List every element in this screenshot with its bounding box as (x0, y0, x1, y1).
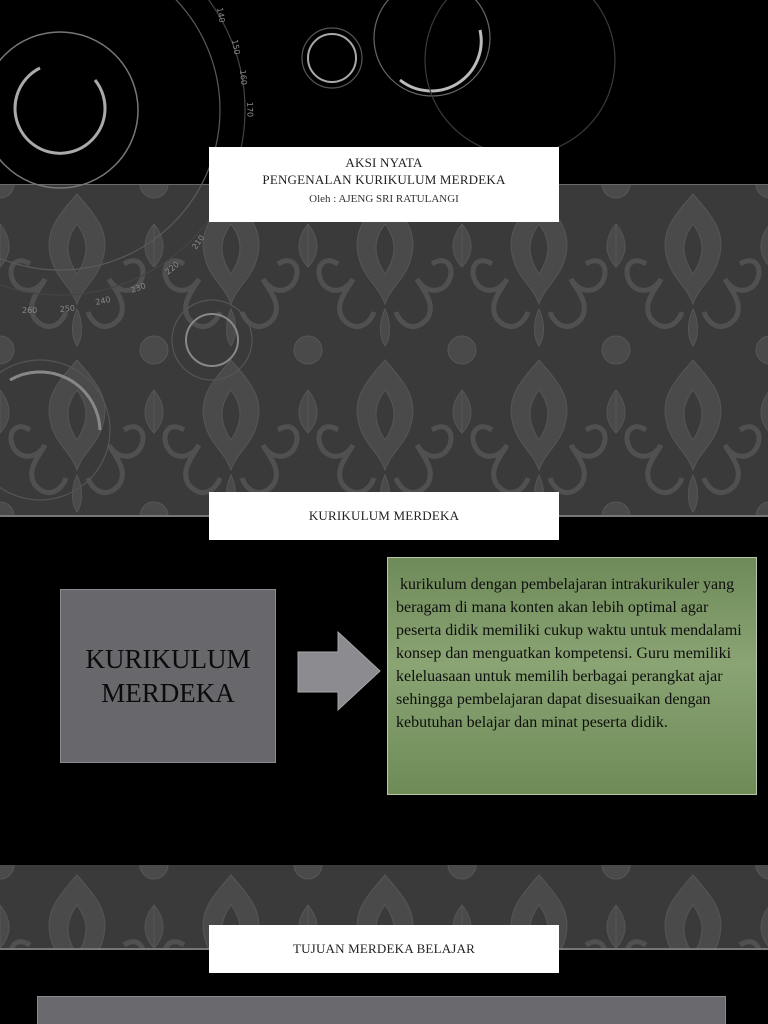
definition-text: kurikulum dengan pembelajaran intrakurikuler yang beragam di mana konten akan lebih optimal agar peserta didik memiliki cukup waktu untuk mendalami konsep dan menguatkan kompetensi. Guru memiliki keleluasaan untuk memilih berbagai perangkat ajar sehingga pembelajaran dapat disesuaikan dengan kebutuhan belajar dan minat peserta didik. (396, 576, 746, 731)
slide-title: KURIKULUM MERDEKA (308, 508, 460, 523)
definition-box (387, 557, 757, 795)
scale-label: 140 (215, 6, 227, 24)
arrow-right-icon (296, 630, 382, 716)
scale-label: 220 (163, 259, 181, 277)
scale-label: 160 (238, 69, 249, 86)
scale-label: 150 (230, 38, 242, 56)
slide-title-box (209, 925, 559, 973)
scale-label: 230 (129, 281, 148, 295)
slide-tujuan (0, 865, 768, 1024)
scale-label: 250 (59, 303, 76, 314)
concept-label: KURIKULUM MERDEKA (85, 644, 251, 708)
slide-title-box (209, 492, 559, 540)
scale-label: 210 (190, 233, 207, 252)
scale-label: 260 (22, 306, 38, 315)
slide-title: TUJUAN MERDEKA BELAJAR (292, 941, 476, 956)
content-box (37, 996, 726, 1024)
title-box (209, 147, 559, 222)
title-line-2: PENGENALAN KURIKULUM MERDEKA (262, 172, 506, 187)
title-line-1: AKSI NYATA (345, 155, 423, 170)
slide-kurikulum-merdeka (0, 508, 768, 865)
author-line: Oleh : AJENG SRI RATULANGI (309, 193, 459, 205)
scale-label: 170 (245, 101, 255, 118)
scale-label: 240 (94, 294, 112, 307)
concept-box (60, 589, 276, 763)
